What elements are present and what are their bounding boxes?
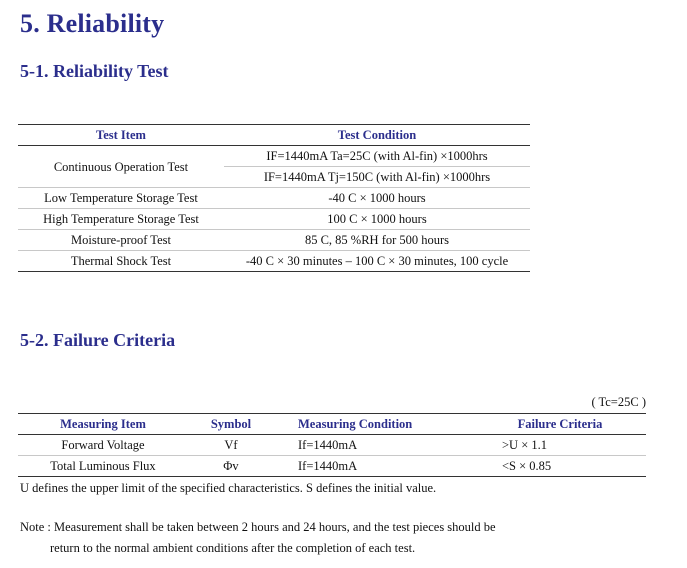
cell-text: <S × 0.85: [502, 459, 552, 473]
column-header-measuring-item: Measuring Item: [18, 414, 188, 435]
continuous-condition-1: [224, 146, 530, 167]
failure-criteria-cell: [474, 456, 646, 477]
temperature-condition-note: ( Tc=25C ): [591, 395, 646, 409]
table-row: [18, 251, 530, 272]
condition-detail: Tj=150C (with Al-fin) ×1000hrs: [327, 170, 491, 184]
note-line-2: return to the normal ambient conditions after the completion of each test.: [50, 541, 416, 555]
cell-text: If=1440mA: [298, 438, 358, 452]
note-line-1: Note : Measurement shall be taken between 2 hours and 24 hours, and the test pieces should be: [20, 520, 496, 534]
column-header-test-item: Test Item: [18, 125, 224, 146]
test-item-cell: Moisture-proof Test: [18, 230, 224, 251]
table-row: [18, 230, 530, 251]
table-row: [18, 188, 530, 209]
continuous-operation-item: Continuous Operation Test: [18, 146, 224, 188]
measuring-condition-cell: [274, 435, 474, 456]
cell-text: >U × 1.1: [502, 438, 548, 452]
test-condition-cell: -40 C × 30 minutes – 100 C × 30 minutes, 100 cycle: [224, 251, 530, 272]
test-condition-cell: 100 C × 1000 hours: [224, 209, 530, 230]
measuring-item-cell: Total Luminous Flux: [18, 456, 188, 477]
test-condition-cell: 85 C, 85 %RH for 500 hours: [224, 230, 530, 251]
column-header-measuring-condition: [274, 414, 474, 435]
measuring-item-cell: Forward Voltage: [18, 435, 188, 456]
test-item-cell: High Temperature Storage Test: [18, 209, 224, 230]
cell-text: If=1440mA: [298, 459, 358, 473]
test-condition-cell: -40 C × 1000 hours: [224, 188, 530, 209]
column-header-failure-criteria: [474, 414, 646, 435]
header-label: Measuring Condition: [298, 417, 413, 431]
test-item-cell: Low Temperature Storage Test: [18, 188, 224, 209]
failure-criteria-table: [18, 413, 646, 477]
reliability-test-table: [18, 124, 530, 272]
column-header-test-condition: Test Condition: [224, 125, 530, 146]
page-heading: 5. Reliability: [20, 9, 165, 38]
condition-detail: Ta=25C (with Al-fin) ×1000hrs: [330, 149, 488, 163]
condition-current: IF=1440mA: [266, 149, 329, 163]
definition-text: U defines the upper limit of the specified characteristics. S defines the initial value.: [20, 481, 437, 495]
condition-current: IF=1440mA: [263, 170, 326, 184]
symbol-cell: Φv: [188, 456, 274, 477]
measuring-condition-cell: [274, 456, 474, 477]
table-row: [18, 146, 530, 167]
table-header-row: [18, 125, 530, 146]
symbol-cell: Vf: [188, 435, 274, 456]
header-label: Failure Criteria: [517, 417, 603, 431]
continuous-condition-2: [224, 167, 530, 188]
reliability-test-title: 5-1. Reliability Test: [20, 61, 169, 81]
table-header-row: [18, 414, 646, 435]
test-item-cell: Thermal Shock Test: [18, 251, 224, 272]
table-row: [18, 456, 646, 477]
failure-criteria-cell: [474, 435, 646, 456]
column-header-symbol: Symbol: [188, 414, 274, 435]
failure-criteria-title: 5-2. Failure Criteria: [20, 330, 176, 350]
table-row: [18, 209, 530, 230]
table-row: [18, 435, 646, 456]
